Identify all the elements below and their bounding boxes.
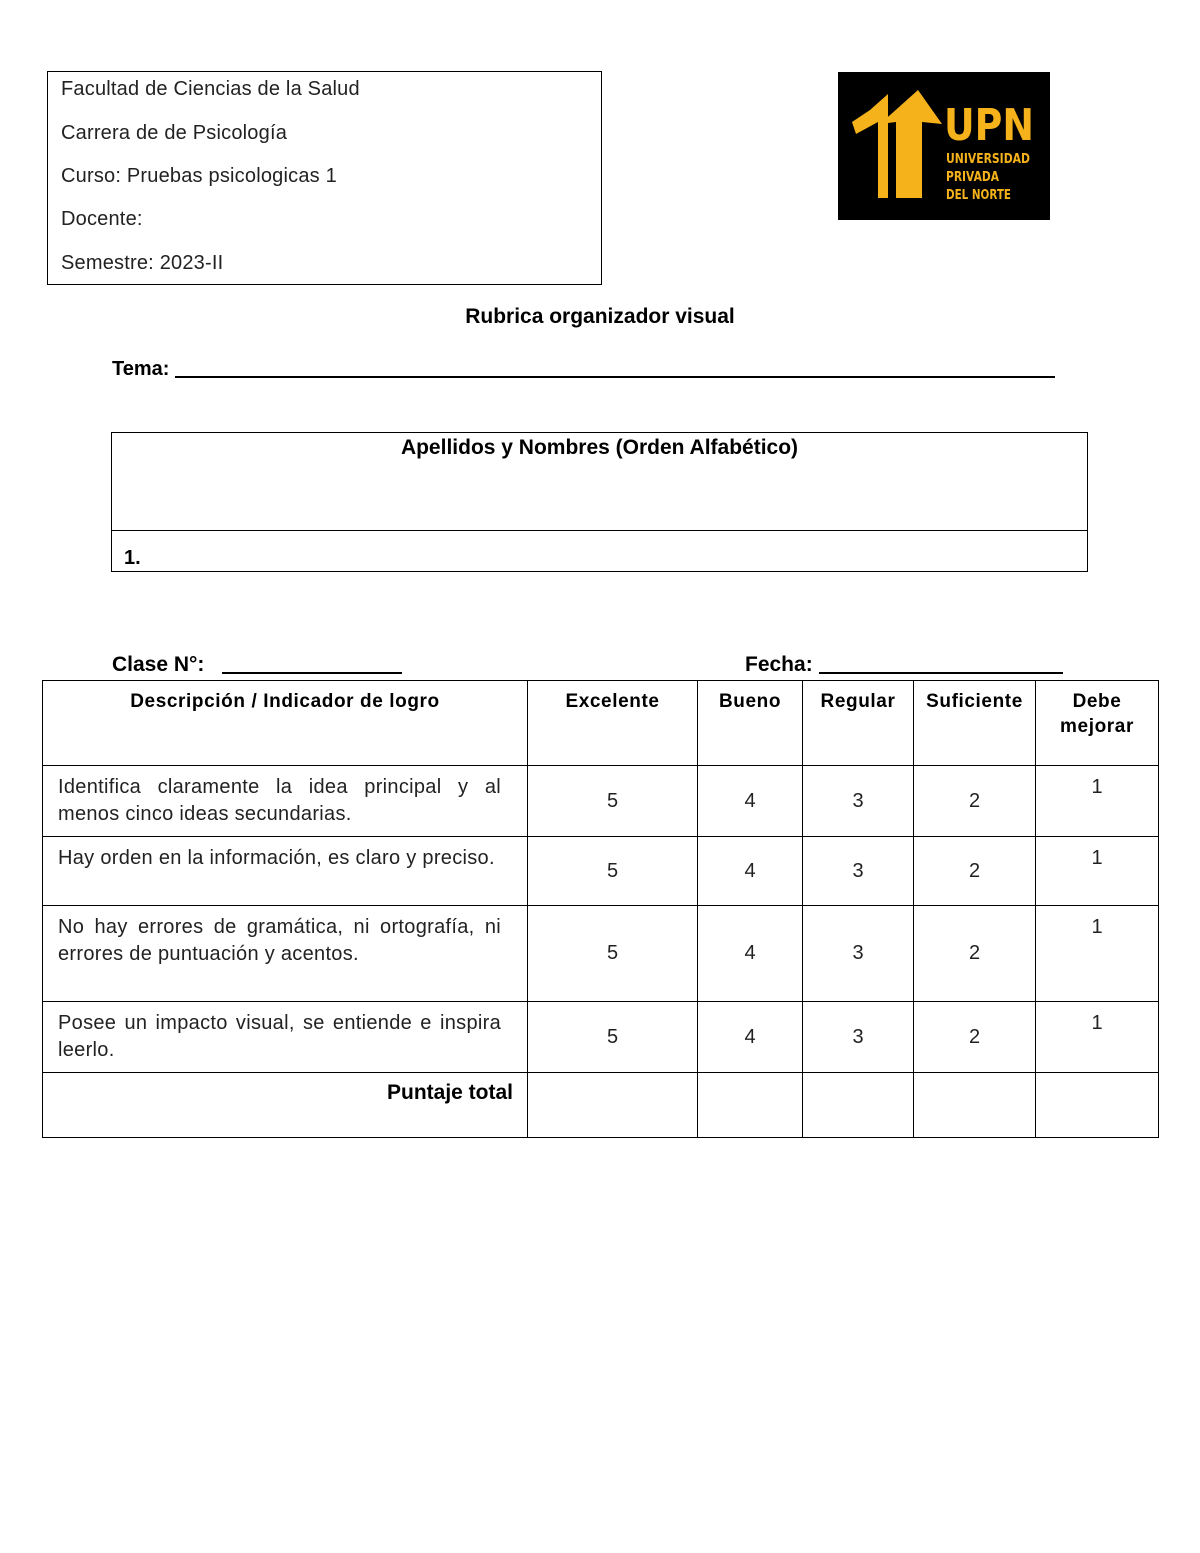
rubric-row — [43, 766, 1159, 837]
logo-name: UPN — [944, 100, 1034, 151]
score-suficiente: 2 — [914, 766, 1036, 837]
score-debe-mejorar: 1 — [1036, 766, 1159, 837]
upn-logo — [838, 72, 1050, 220]
total-excelente-cell[interactable] — [528, 1073, 698, 1138]
score-debe-mejorar: 1 — [1036, 837, 1159, 906]
names-row-1: 1. — [124, 547, 141, 569]
col-bueno: Bueno — [698, 681, 803, 766]
logo-line3: DEL NORTE — [946, 188, 1011, 203]
score-regular: 3 — [803, 906, 914, 1002]
score-suficiente: 2 — [914, 1002, 1036, 1073]
total-suficiente-cell[interactable] — [914, 1073, 1036, 1138]
total-debe-mejorar-cell[interactable] — [1036, 1073, 1159, 1138]
score-bueno: 4 — [698, 837, 803, 906]
score-regular: 3 — [803, 837, 914, 906]
faculty-text: Facultad de Ciencias de la Salud — [61, 78, 360, 100]
score-regular: 3 — [803, 766, 914, 837]
fecha-line — [745, 653, 1063, 677]
course-info-box — [47, 71, 602, 285]
score-suficiente: 2 — [914, 906, 1036, 1002]
fecha-input-line — [819, 672, 1063, 674]
upn-arrow-logo-icon — [838, 72, 1050, 220]
row-description: Hay orden en la información, es claro y preciso. — [43, 837, 528, 906]
rubric-header-row — [43, 681, 1159, 766]
clase-line — [112, 653, 402, 677]
total-label: Puntaje total — [43, 1073, 528, 1138]
row-description: Identifica claramente la idea principal y al menos cinco ideas secundarias. — [43, 766, 528, 837]
clase-input-line — [222, 672, 402, 674]
col-excelente: Excelente — [528, 681, 698, 766]
rubric-total-row — [43, 1073, 1159, 1138]
logo-line2: PRIVADA — [946, 170, 999, 185]
rubric-row — [43, 906, 1159, 1002]
col-debe-mejorar: Debe mejorar — [1036, 681, 1159, 766]
tema-input-line — [175, 376, 1055, 378]
total-bueno-cell[interactable] — [698, 1073, 803, 1138]
score-bueno: 4 — [698, 1002, 803, 1073]
rubric-row — [43, 837, 1159, 906]
rubric-table — [42, 680, 1159, 1138]
logo-line1: UNIVERSIDAD — [946, 152, 1031, 167]
score-excelente: 5 — [528, 766, 698, 837]
tema-label: Tema: — [112, 358, 170, 380]
score-bueno: 4 — [698, 766, 803, 837]
col-regular: Regular — [803, 681, 914, 766]
score-suficiente: 2 — [914, 837, 1036, 906]
tema-line — [112, 358, 1055, 381]
semester-text: Semestre: 2023-II — [61, 252, 224, 274]
course-text: Curso: Pruebas psicologicas 1 — [61, 165, 337, 187]
teacher-text: Docente: — [61, 208, 143, 230]
score-excelente: 5 — [528, 906, 698, 1002]
names-table-header — [112, 433, 1087, 531]
score-regular: 3 — [803, 1002, 914, 1073]
document-title: Rubrica organizador visual — [465, 305, 735, 328]
names-header-text: Apellidos y Nombres (Orden Alfabético) — [400, 436, 799, 459]
score-excelente: 5 — [528, 837, 698, 906]
score-debe-mejorar: 1 — [1036, 1002, 1159, 1073]
row-description: Posee un impacto visual, se entiende e inspira leerlo. — [43, 1002, 528, 1073]
col-description: Descripción / Indicador de logro — [43, 681, 528, 766]
row-description: No hay errores de gramática, ni ortografía, ni errores de puntuación y acentos. — [43, 906, 528, 1002]
total-regular-cell[interactable] — [803, 1073, 914, 1138]
col-suficiente: Suficiente — [914, 681, 1036, 766]
score-bueno: 4 — [698, 906, 803, 1002]
score-excelente: 5 — [528, 1002, 698, 1073]
fecha-label: Fecha: — [745, 653, 813, 676]
career-text: Carrera de de Psicología — [61, 122, 288, 144]
rubric-row — [43, 1002, 1159, 1073]
score-debe-mejorar: 1 — [1036, 906, 1159, 1002]
clase-label: Clase N°: — [112, 653, 205, 676]
names-table — [111, 432, 1088, 572]
